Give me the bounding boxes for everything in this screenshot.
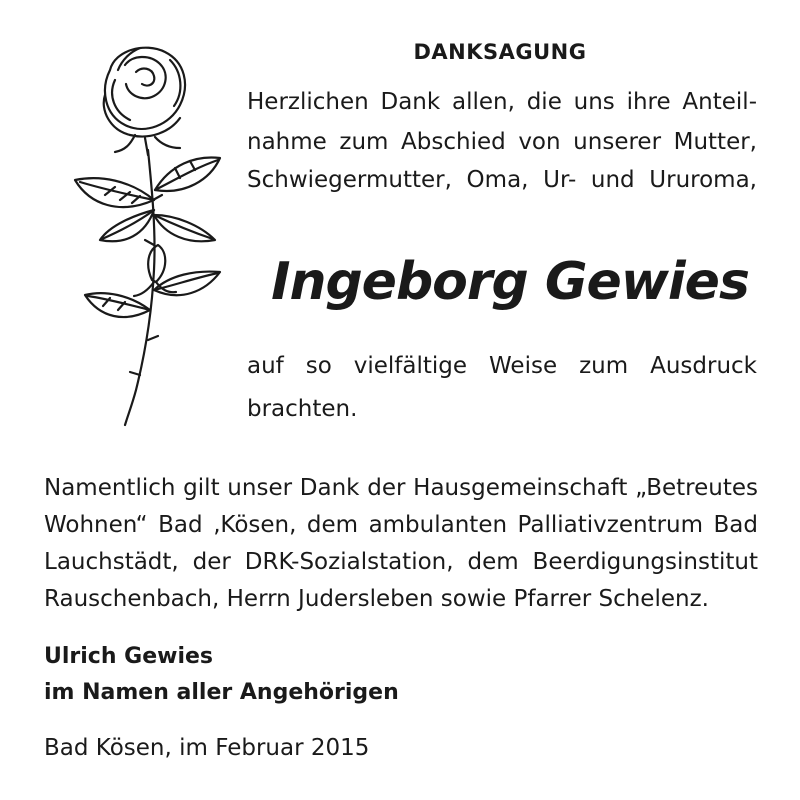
rose-icon — [70, 40, 240, 430]
signature-subline: im Namen aller Angehörigen — [44, 680, 399, 705]
signature-name: Ulrich Gewies — [44, 644, 214, 669]
closing-line-1: auf so vielfältige Weise zum Ausdruck — [247, 353, 757, 379]
thanks-line-3: Lauchstädt, der DRK-Sozialstation, dem Beerdigungsinstitut — [44, 549, 758, 575]
thanks-line-4: Rauschenbach, Herrn Judersleben sowie Pfarrer Schelenz. — [44, 586, 709, 612]
intro-line-3: Schwiegermutter, Oma, Ur- und Ururoma, — [247, 167, 757, 193]
place-date: Bad Kösen, im Februar 2015 — [44, 735, 370, 761]
thanks-line-1: Namentlich gilt unser Dank der Hausgemeinschaft „Betreutes — [44, 475, 758, 501]
deceased-name: Ingeborg Gewies — [271, 252, 749, 312]
intro-line-2: nahme zum Abschied von unserer Mutter, — [247, 129, 757, 155]
notice-heading: DANKSAGUNG — [413, 40, 587, 64]
thanks-line-2: Wohnen“ Bad ‚Kösen, dem ambulanten Palliativzentrum Bad — [44, 512, 758, 538]
intro-line-1: Herzlichen Dank allen, die uns ihre Anteil- — [247, 89, 757, 115]
closing-line-2: brachten. — [247, 396, 358, 422]
